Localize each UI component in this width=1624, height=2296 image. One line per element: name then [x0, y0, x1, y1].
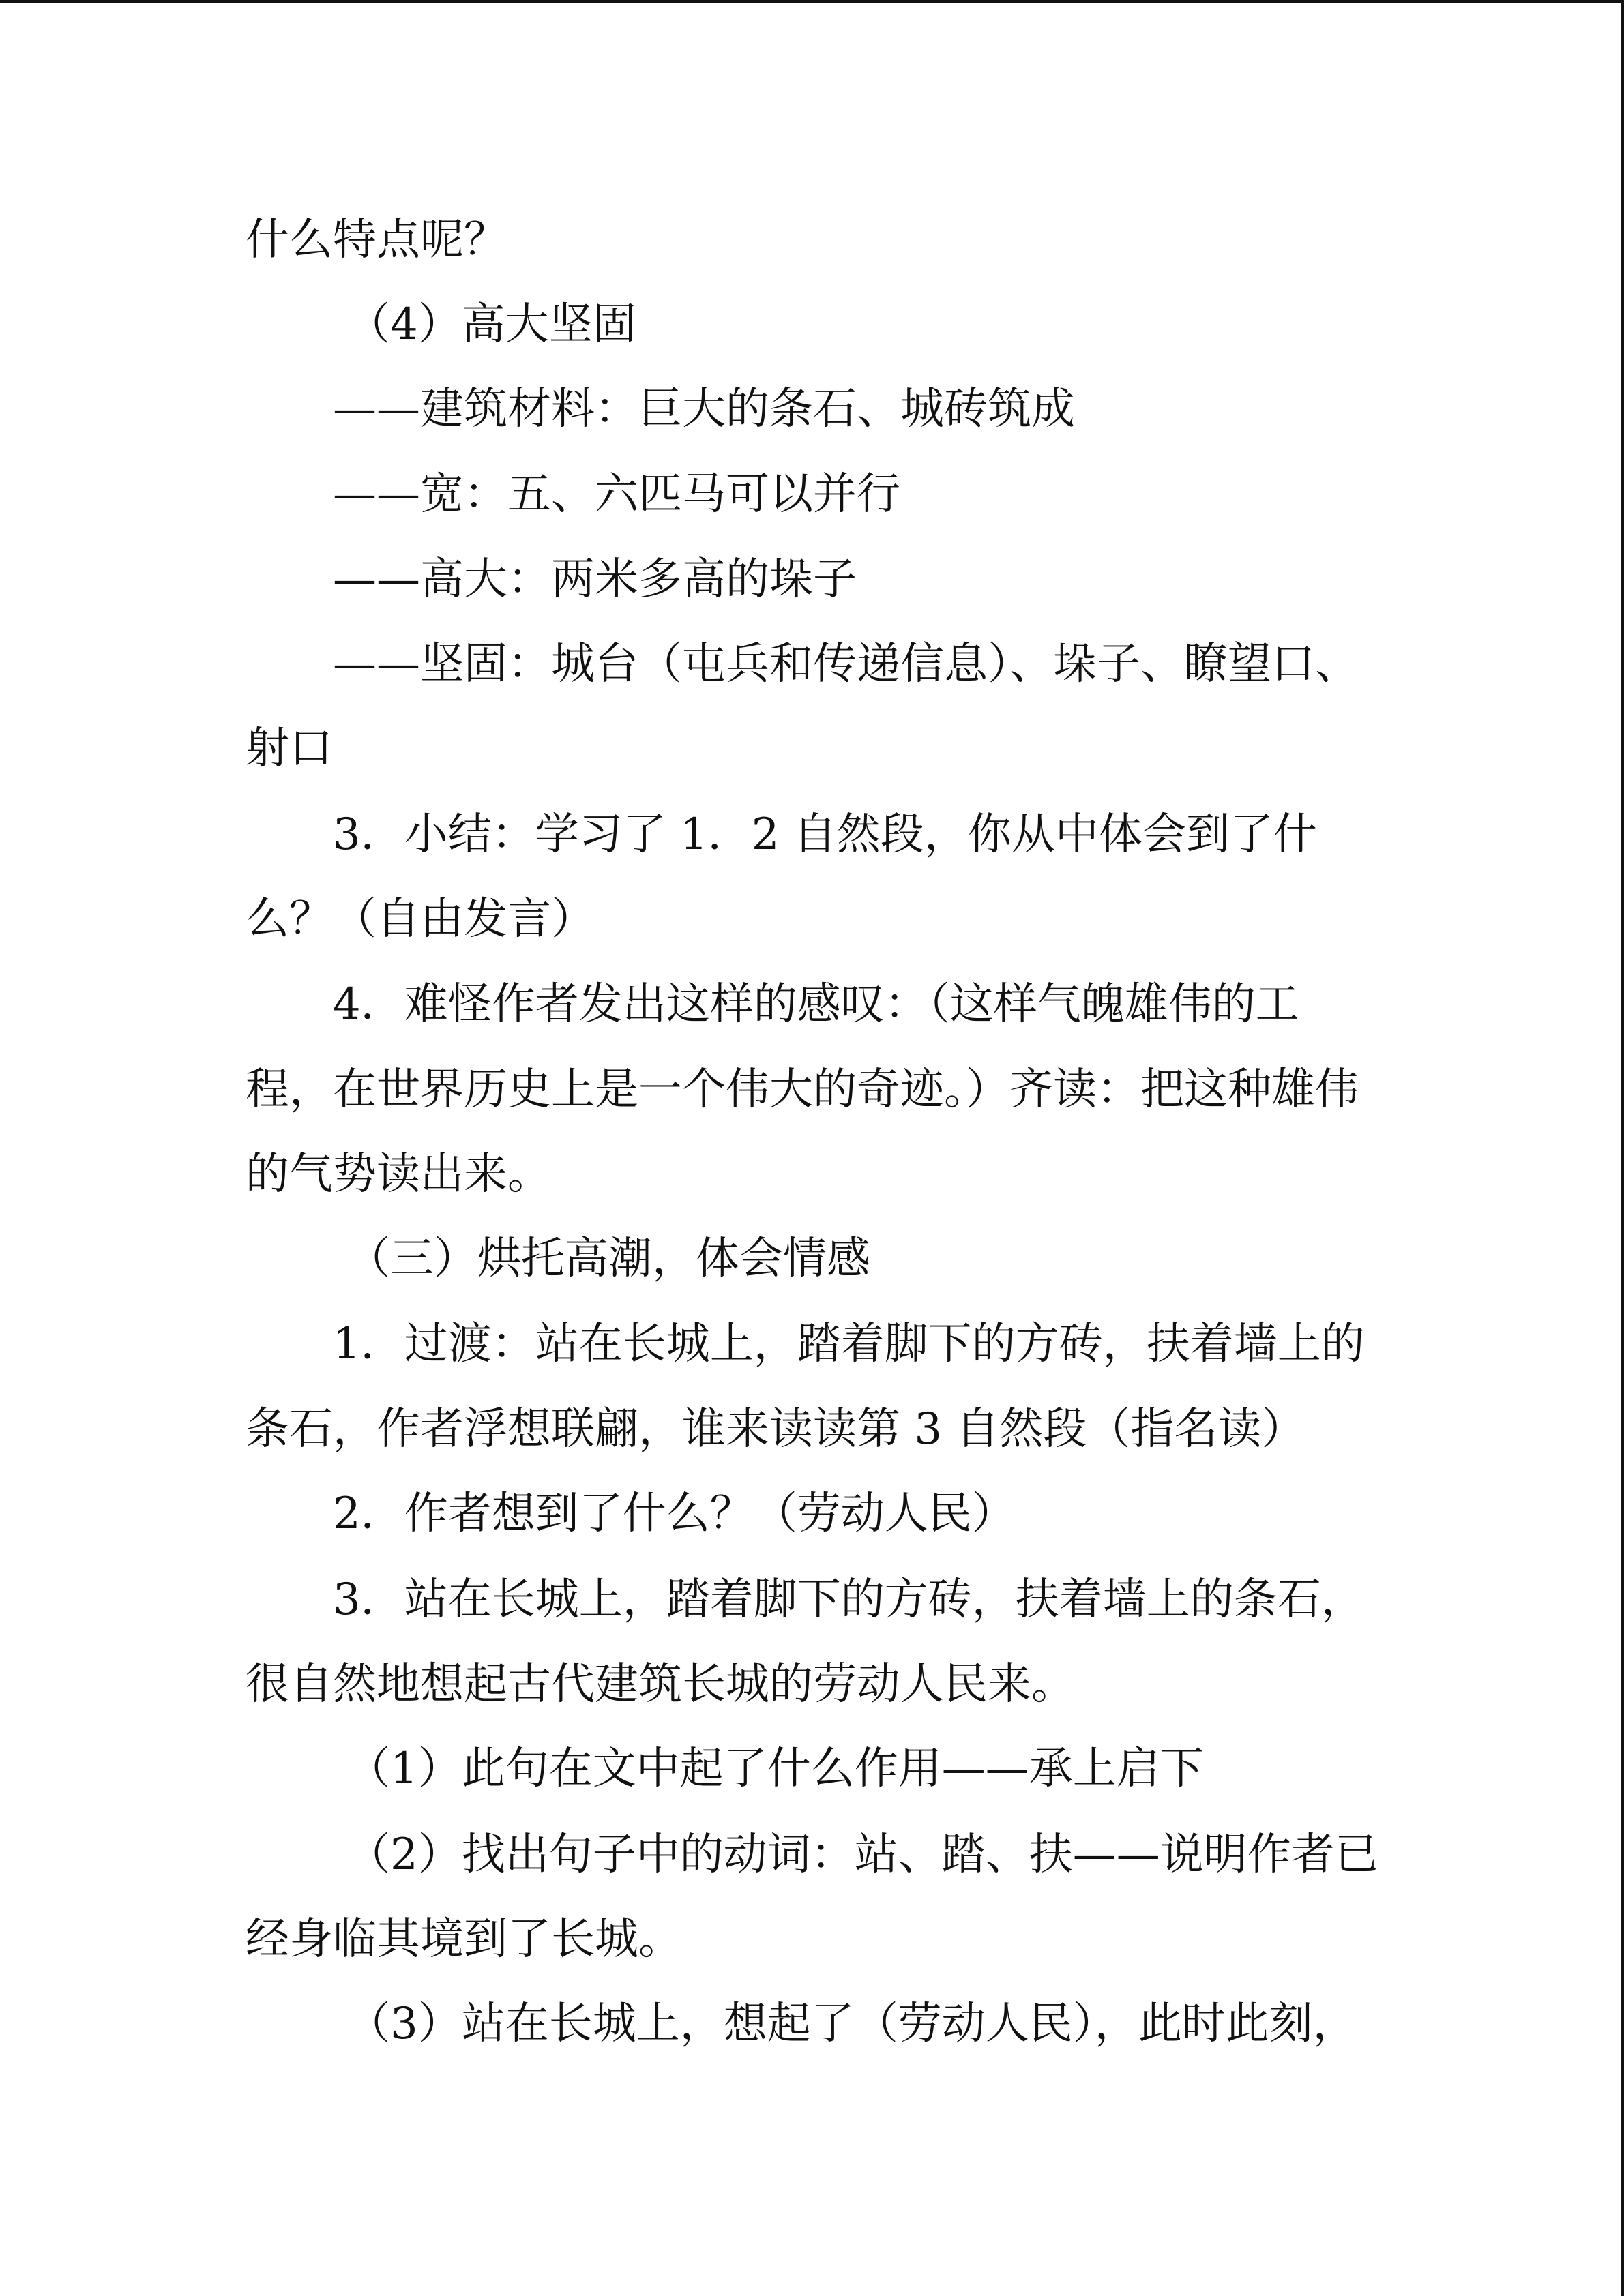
text-line: （三）烘托高潮，体会情感 — [346, 1234, 870, 1284]
text-line: 1．过渡：站在长城上，踏着脚下的方砖，扶着墙上的 — [333, 1319, 1365, 1369]
text-line: （4）高大坚固 — [346, 299, 636, 350]
text-line: 2．作者想到了什么？（劳动人民） — [333, 1489, 1016, 1539]
text-line: 3．小结：学习了 1．2 自然段，你从中体会到了什 — [333, 809, 1317, 860]
text-line: 的气势读出来。 — [246, 1149, 551, 1199]
text-line: （1）此句在文中起了什么作用——承上启下 — [346, 1744, 1204, 1794]
text-line: 3．站在长城上，踏着脚下的方砖，扶着墙上的条石， — [333, 1575, 1365, 1625]
text-line: 么？（自由发言） — [246, 894, 595, 944]
text-line: （3）站在长城上，想起了（劳动人民），此时此刻， — [346, 1999, 1357, 2049]
text-line: （2）找出句子中的动词：站、踏、扶——说明作者已 — [346, 1830, 1378, 1880]
text-line: 很自然地想起古代建筑长城的劳动人民来。 — [246, 1659, 1075, 1710]
text-line: 什么特点呢？ — [246, 215, 507, 265]
text-line: 条石，作者浮想联翩，谁来读读第 3 自然段（指名读） — [246, 1404, 1305, 1455]
text-line: 程，在世界历史上是一个伟大的奇迹。）齐读：把这种雄伟 — [246, 1064, 1359, 1115]
text-line: 射口 — [246, 724, 333, 774]
text-line: ——宽：五、六匹马可以并行 — [333, 469, 900, 520]
text-line: 4．难怪作者发出这样的感叹：（这样气魄雄伟的工 — [333, 979, 1299, 1030]
text-line: ——高大：两米多高的垛子 — [333, 554, 857, 605]
text-line: ——坚固：城台（屯兵和传递信息）、垛子、瞭望口、 — [333, 639, 1359, 689]
text-line: ——建筑材料：巨大的条石、城砖筑成 — [333, 384, 1075, 434]
text-line: 经身临其境到了长城。 — [246, 1914, 682, 1965]
